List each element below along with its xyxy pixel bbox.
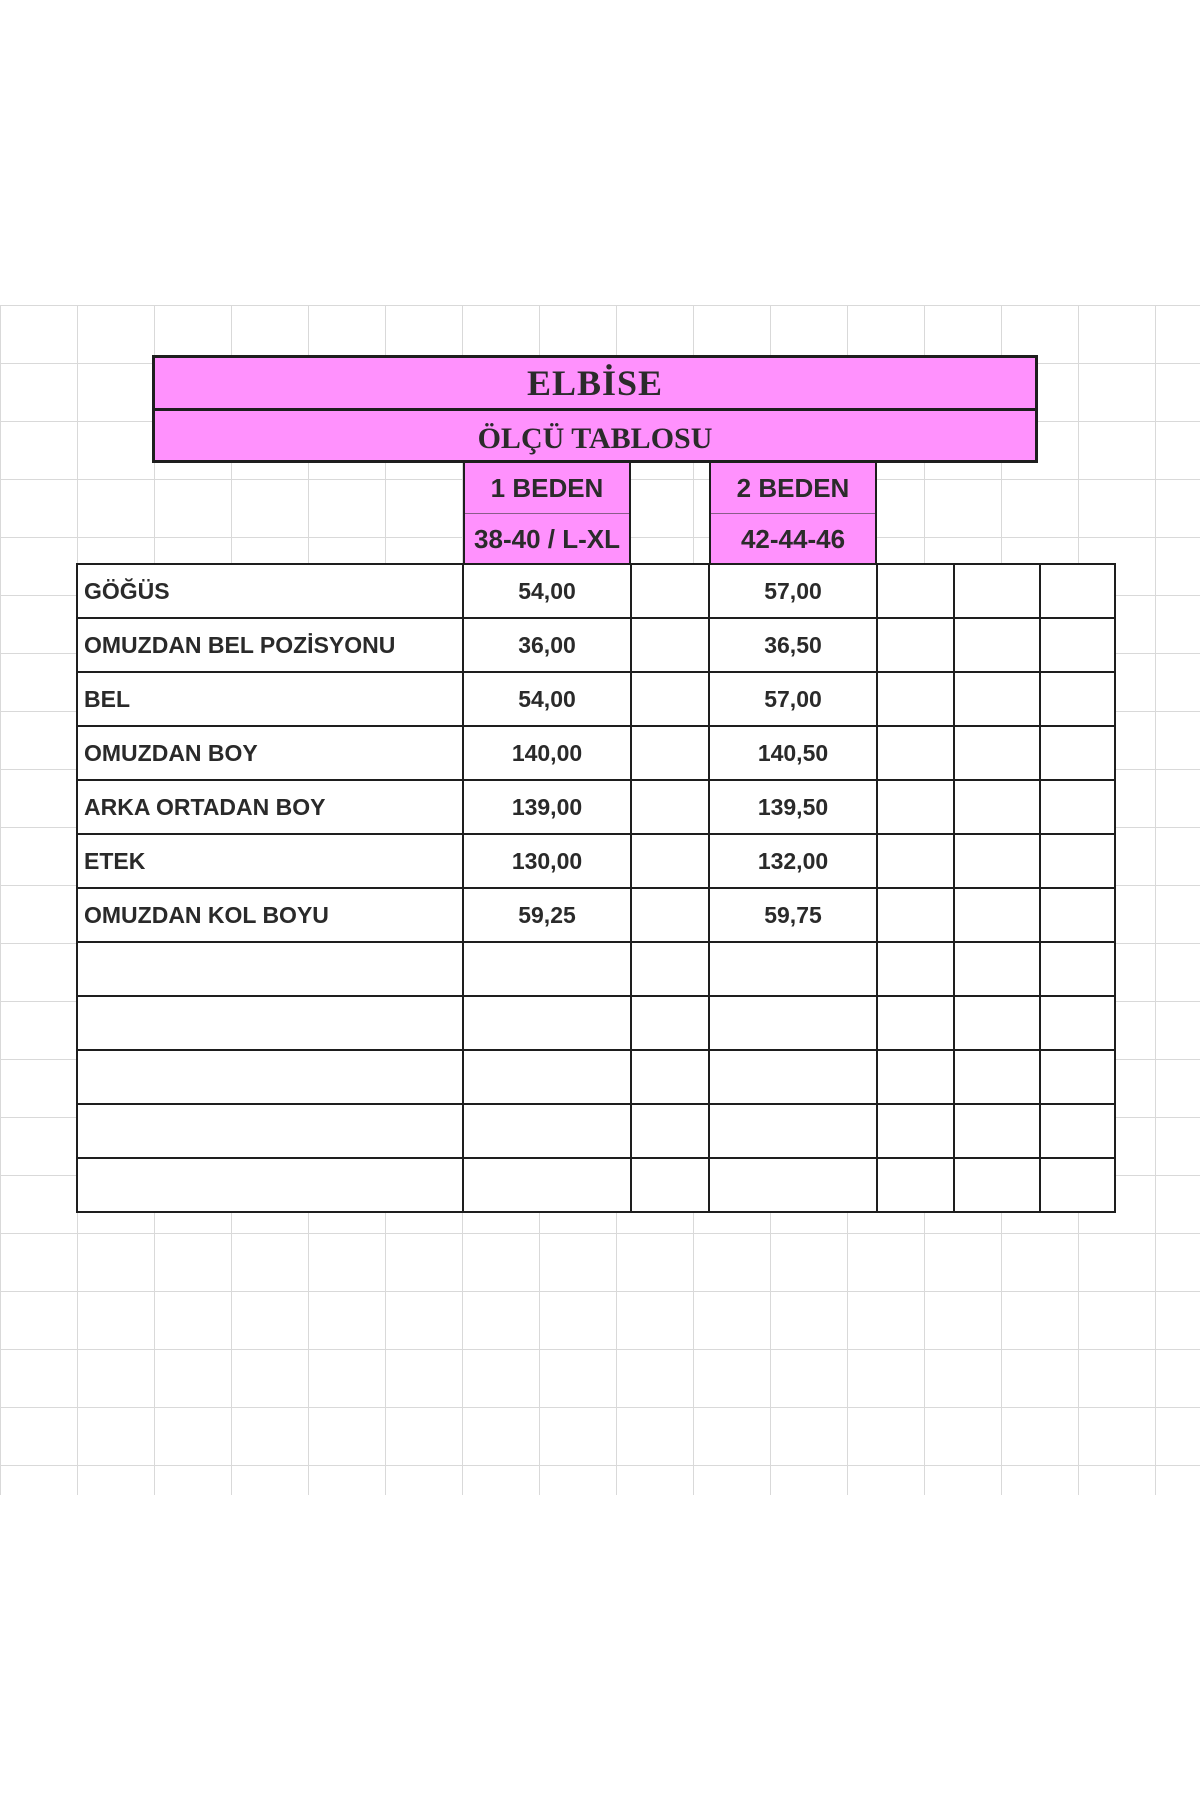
measurement-table-body — [77, 564, 1115, 1212]
table-row — [77, 726, 1115, 780]
size-1-value: 54,00 — [463, 672, 631, 726]
measurement-label: OMUZDAN KOL BOYU — [77, 888, 463, 942]
size-2-value: 139,50 — [709, 780, 877, 834]
size-2-value: 140,50 — [709, 726, 877, 780]
size-2-value — [709, 1104, 877, 1158]
empty-cell — [954, 780, 1040, 834]
table-row — [77, 1158, 1115, 1212]
empty-cell — [631, 618, 709, 672]
empty-cell — [954, 726, 1040, 780]
chart-subtitle — [152, 408, 1038, 463]
empty-cell — [877, 1158, 954, 1212]
table-row — [77, 996, 1115, 1050]
measurement-label — [77, 1104, 463, 1158]
measurement-label — [77, 1050, 463, 1104]
size-1-value — [463, 942, 631, 996]
measurement-label: OMUZDAN BEL POZİSYONU — [77, 618, 463, 672]
empty-cell — [877, 672, 954, 726]
empty-cell — [1040, 1158, 1115, 1212]
title-text: ELBİSE — [526, 363, 664, 403]
size-2-value: 59,75 — [709, 888, 877, 942]
empty-cell — [954, 996, 1040, 1050]
size-1-value: 139,00 — [463, 780, 631, 834]
table-row — [77, 1104, 1115, 1158]
empty-cell — [1040, 1104, 1115, 1158]
empty-cell — [1040, 672, 1115, 726]
chart-title — [152, 355, 1038, 411]
size-1-value — [463, 1158, 631, 1212]
table-row — [77, 780, 1115, 834]
size-2-value — [709, 942, 877, 996]
empty-cell — [1040, 1050, 1115, 1104]
size-1-value: 36,00 — [463, 618, 631, 672]
size-2-value: 36,50 — [709, 618, 877, 672]
size-1-value — [463, 1050, 631, 1104]
size-name-2: 2 BEDEN — [736, 472, 850, 503]
empty-cell — [1040, 888, 1115, 942]
empty-cell — [1040, 834, 1115, 888]
table-row — [77, 618, 1115, 672]
measurement-label: OMUZDAN BOY — [77, 726, 463, 780]
empty-cell — [631, 726, 709, 780]
empty-cell — [954, 888, 1040, 942]
empty-cell — [631, 1158, 709, 1212]
table-row — [77, 1050, 1115, 1104]
measurement-table — [76, 563, 1116, 1213]
empty-cell — [877, 618, 954, 672]
table-row — [77, 888, 1115, 942]
measurement-label: ETEK — [77, 834, 463, 888]
empty-cell — [877, 1050, 954, 1104]
empty-cell — [954, 942, 1040, 996]
table-row — [77, 942, 1115, 996]
empty-cell — [1040, 996, 1115, 1050]
size-1-value: 59,25 — [463, 888, 631, 942]
empty-cell — [877, 1104, 954, 1158]
empty-cell — [631, 672, 709, 726]
empty-cell — [954, 618, 1040, 672]
empty-cell — [631, 888, 709, 942]
size-2-value: 57,00 — [709, 564, 877, 618]
empty-cell — [954, 672, 1040, 726]
empty-cell — [877, 726, 954, 780]
size-header-1 — [463, 463, 631, 563]
empty-cell — [631, 996, 709, 1050]
measurement-label: ARKA ORTADAN BOY — [77, 780, 463, 834]
subtitle-text: ÖLÇÜ TABLOSU — [477, 421, 713, 455]
empty-cell — [631, 942, 709, 996]
empty-cell — [1040, 942, 1115, 996]
size-1-value: 54,00 — [463, 564, 631, 618]
empty-cell — [877, 780, 954, 834]
empty-cell — [877, 564, 954, 618]
measurement-label: BEL — [77, 672, 463, 726]
table-row — [77, 564, 1115, 618]
empty-cell — [631, 564, 709, 618]
size-range-1: 38-40 / L-XL — [465, 513, 629, 564]
empty-cell — [877, 942, 954, 996]
empty-cell — [631, 1050, 709, 1104]
measurement-label — [77, 1158, 463, 1212]
table-row — [77, 834, 1115, 888]
size-2-value: 57,00 — [709, 672, 877, 726]
size-1-value — [463, 996, 631, 1050]
empty-cell — [1040, 726, 1115, 780]
size-2-value: 132,00 — [709, 834, 877, 888]
measurement-label — [77, 996, 463, 1050]
size-header-2 — [709, 463, 877, 563]
empty-cell — [954, 1104, 1040, 1158]
empty-cell — [877, 888, 954, 942]
empty-cell — [631, 780, 709, 834]
table-row — [77, 672, 1115, 726]
empty-cell — [1040, 564, 1115, 618]
empty-cell — [1040, 780, 1115, 834]
size-name-1: 1 BEDEN — [490, 472, 604, 503]
measurement-label — [77, 942, 463, 996]
size-range-2: 42-44-46 — [711, 513, 875, 564]
empty-cell — [954, 564, 1040, 618]
empty-cell — [631, 1104, 709, 1158]
empty-cell — [631, 834, 709, 888]
empty-cell — [954, 834, 1040, 888]
empty-cell — [877, 996, 954, 1050]
empty-cell — [954, 1050, 1040, 1104]
size-2-value — [709, 996, 877, 1050]
empty-cell — [1040, 618, 1115, 672]
size-1-value: 130,00 — [463, 834, 631, 888]
size-1-value: 140,00 — [463, 726, 631, 780]
size-1-value — [463, 1104, 631, 1158]
empty-cell — [954, 1158, 1040, 1212]
size-2-value — [709, 1050, 877, 1104]
empty-cell — [877, 834, 954, 888]
measurement-label: GÖĞÜS — [77, 564, 463, 618]
size-2-value — [709, 1158, 877, 1212]
